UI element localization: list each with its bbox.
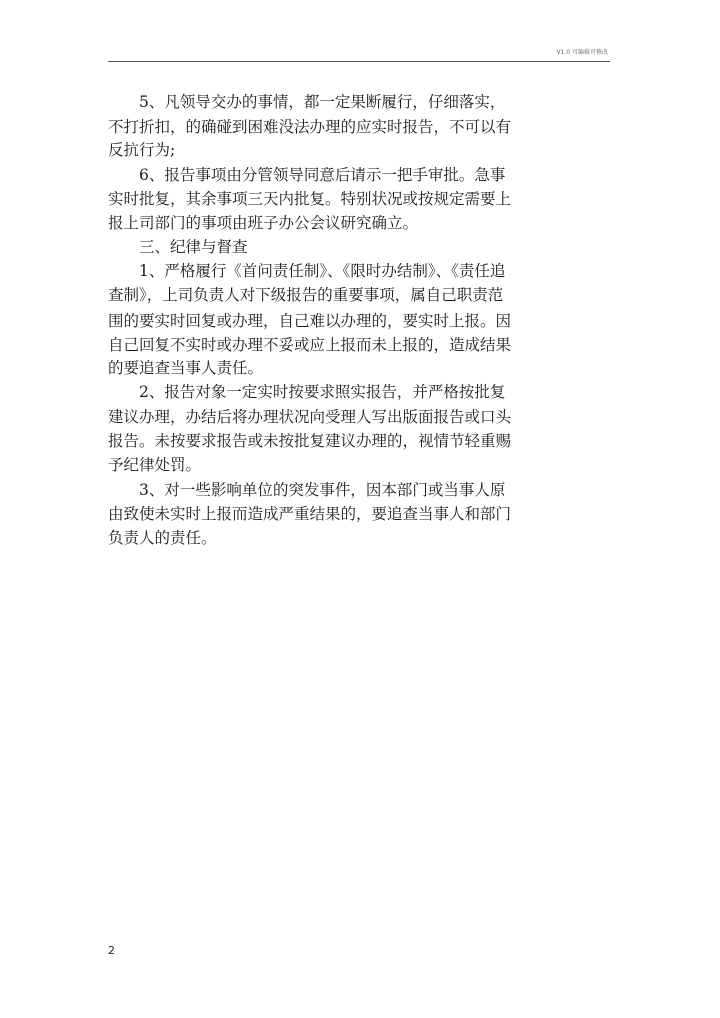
text-line: 围的要实时回复或办理，自己难以办理的，要实时上报。因	[108, 312, 512, 330]
text-line: 1、严格履行《首问责任制》、《限时办结制》、《责任追	[108, 262, 506, 280]
text-line: 6、报告事项由分管领导同意后请示一把手审批。急事	[108, 166, 506, 184]
text-line: 2、报告对象一定实时按要求照实报告，并严格按批复	[108, 383, 506, 401]
text-line: 由致使未实时上报而造成严重结果的，要追查当事人和部门	[108, 505, 512, 523]
page-number: 2	[108, 944, 115, 957]
text-line: 5、凡领导交办的事情，都一定果断履行，仔细落实，	[108, 93, 506, 111]
text-line: 报告。未按要求报告或未按批复建议办理的，视情节轻重赐	[108, 432, 512, 450]
text-line: 实时批复，其余事项三天内批复。特别状况或按规定需要上	[108, 190, 512, 208]
text-line: 建议办理，办结后将办理状况向受理人写出版面报告或口头	[108, 408, 512, 426]
text-line: 的要追查当事人责任。	[108, 359, 264, 377]
text-line: 自己回复不实时或办理不妥或应上报而未上报的，造成结果	[108, 336, 512, 354]
section-heading: 三、纪律与督查	[108, 238, 248, 256]
header-label: V1.0 可编辑可修改	[556, 49, 608, 56]
text-line: 3、对一些影响单位的突发事件，因本部门或当事人原	[108, 481, 506, 499]
header-divider	[108, 61, 610, 62]
text-line: 予纪律处罚。	[108, 456, 202, 474]
text-line: 报上司部门的事项由班子办公会议研究确立。	[108, 214, 419, 232]
text-line: 反抗行为;	[108, 141, 176, 159]
text-line: 负责人的责任。	[108, 529, 217, 547]
text-line: 查制》，上司负责人对下级报告的重要事项，属自己职责范	[108, 286, 504, 304]
text-line: 不打折扣，的确碰到困难没法办理的应实时报告，不可以有	[108, 118, 512, 136]
